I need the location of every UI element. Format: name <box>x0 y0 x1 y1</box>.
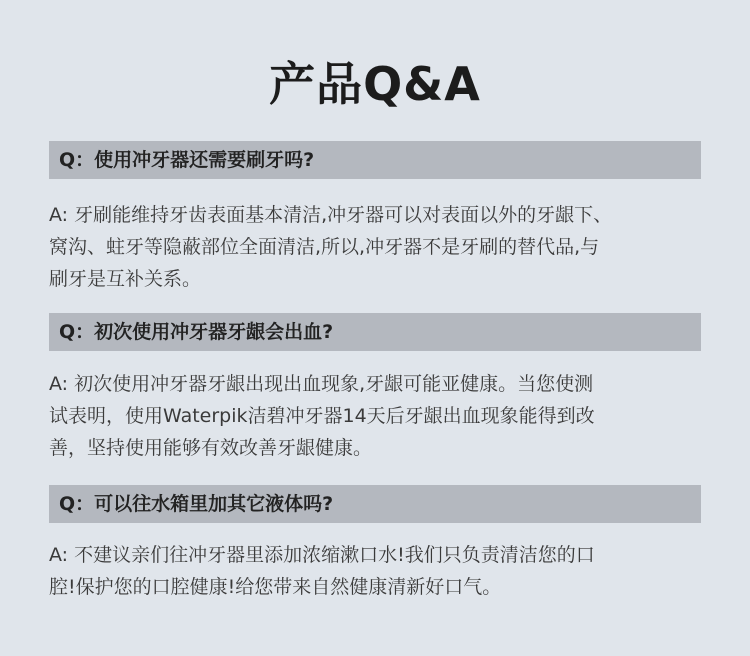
answer-3-line-1: A: 不建议亲们往冲牙器里添加浓缩漱口水!我们只负责清洁您的口 <box>49 544 595 566</box>
answer-3-line-2: 腔!保护您的口腔健康!给您带来自然健康清新好口气。 <box>49 576 502 598</box>
answer-2 <box>49 368 709 464</box>
answer-2-line-1: A: 初次使用冲牙器牙龈出现出血现象,牙龈可能亚健康。当您使测 <box>49 373 594 395</box>
answer-3 <box>49 539 709 603</box>
answer-1-line-2: 窝沟、蛀牙等隐蔽部位全面清洁,所以,冲牙器不是牙刷的替代品,与 <box>49 236 600 258</box>
answer-1-line-3: 刷牙是互补关系。 <box>49 268 202 290</box>
answer-1 <box>49 199 709 295</box>
question-2-bar: Q：初次使用冲牙器牙龈会出血? <box>49 313 701 351</box>
question-1-bar: Q：使用冲牙器还需要刷牙吗? <box>49 141 701 179</box>
answer-2-line-3: 善，坚持使用能够有效改善牙龈健康。 <box>49 437 373 459</box>
answer-2-line-2: 试表明，使用Waterpik洁碧冲牙器14天后牙龈出血现象能得到改 <box>49 405 595 427</box>
page-title: 产品Q&A <box>269 57 481 111</box>
answer-1-line-1: A: 牙刷能维持牙齿表面基本清洁,冲牙器可以对表面以外的牙龈下、 <box>49 204 613 226</box>
question-3-bar: Q：可以往水箱里加其它液体吗? <box>49 485 701 523</box>
